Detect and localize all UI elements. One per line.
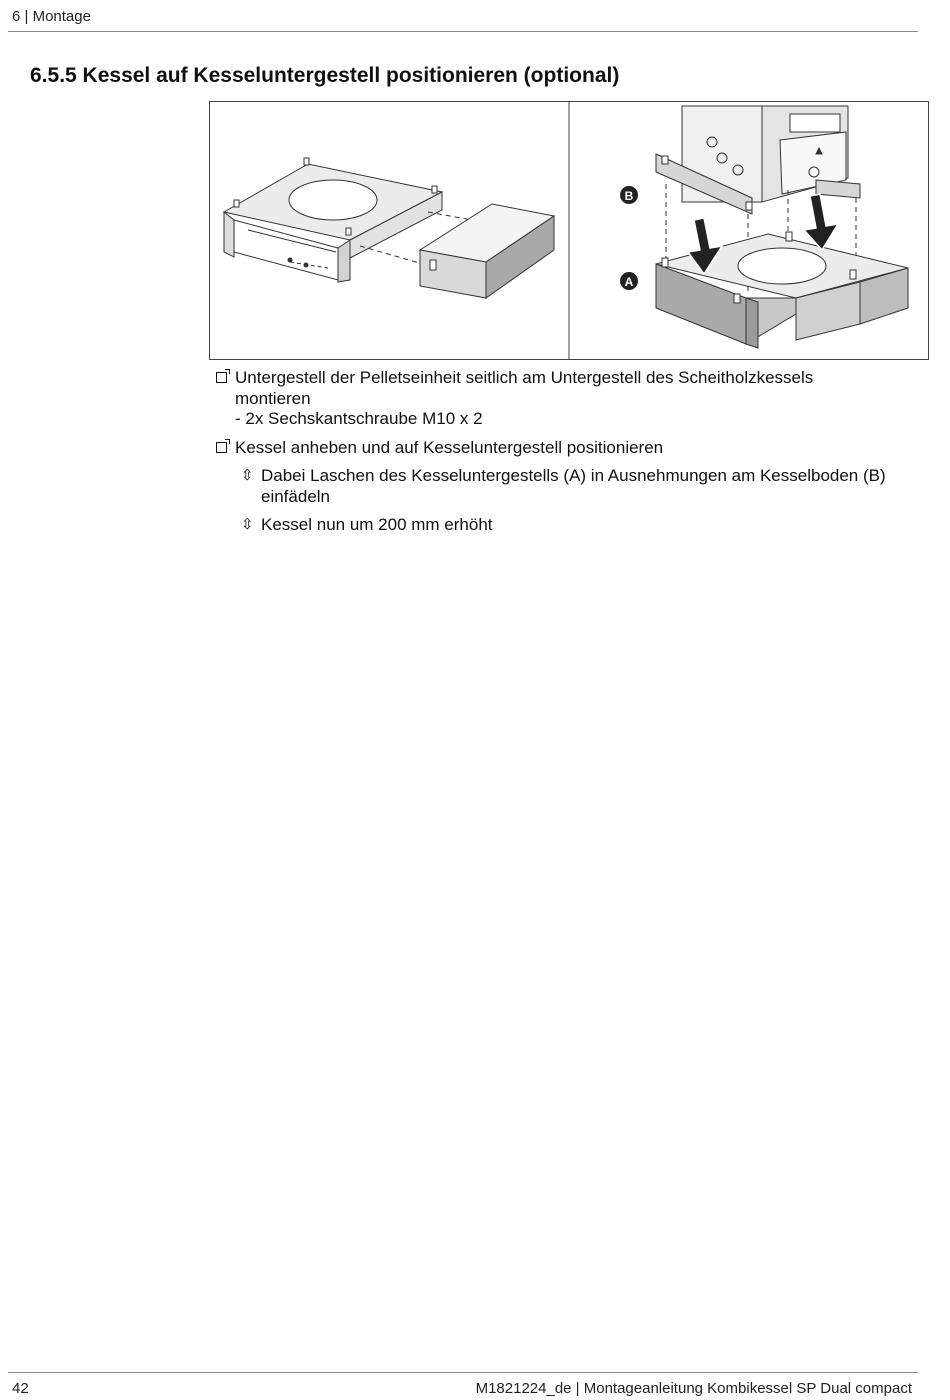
- result-arrow-icon: ⇳: [241, 516, 254, 533]
- header-divider: [8, 31, 918, 32]
- left-panel-drawing: [224, 158, 554, 298]
- callout-b: [620, 186, 638, 204]
- callout-b-label: B: [624, 189, 634, 203]
- result-item: [215, 515, 935, 536]
- step-text: Kessel anheben und auf Kesseluntergestell positionieren: [235, 437, 664, 457]
- callout-a: [620, 272, 638, 290]
- step-item: [215, 368, 935, 430]
- step-item: [215, 438, 935, 459]
- section-title: 6.5.5 Kessel auf Kesseluntergestell positionieren (optional): [30, 64, 620, 87]
- step-detail: - 2x Sechskantschraube M10 x 2: [235, 409, 483, 428]
- assembly-illustration: [210, 102, 928, 359]
- checkbox-icon: [216, 442, 227, 453]
- running-header: 6 | Montage: [12, 8, 91, 25]
- result-text: Dabei Laschen des Kesseluntergestells (A) in Ausnehmungen am Kesselboden (B): [261, 466, 886, 485]
- step-text: montieren: [235, 388, 311, 408]
- page-number: 42: [12, 1380, 29, 1397]
- callout-a-label: A: [624, 275, 634, 289]
- result-arrow-icon: ⇳: [241, 467, 254, 484]
- checkbox-icon: [216, 372, 227, 383]
- footer-divider: [8, 1372, 918, 1373]
- result-text: Kessel nun um 200 mm erhöht: [261, 515, 493, 534]
- assembly-figure: [209, 101, 929, 360]
- right-panel-drawing: [656, 106, 908, 348]
- result-item: [215, 466, 935, 507]
- document-reference: M1821224_de | Montageanleitung Kombikessel SP Dual compact: [475, 1380, 912, 1397]
- step-text: Untergestell der Pelletseinheit seitlich am Untergestell des Scheitholzkessels: [235, 368, 814, 387]
- instruction-steps: [215, 368, 935, 544]
- result-text: einfädeln: [261, 486, 331, 506]
